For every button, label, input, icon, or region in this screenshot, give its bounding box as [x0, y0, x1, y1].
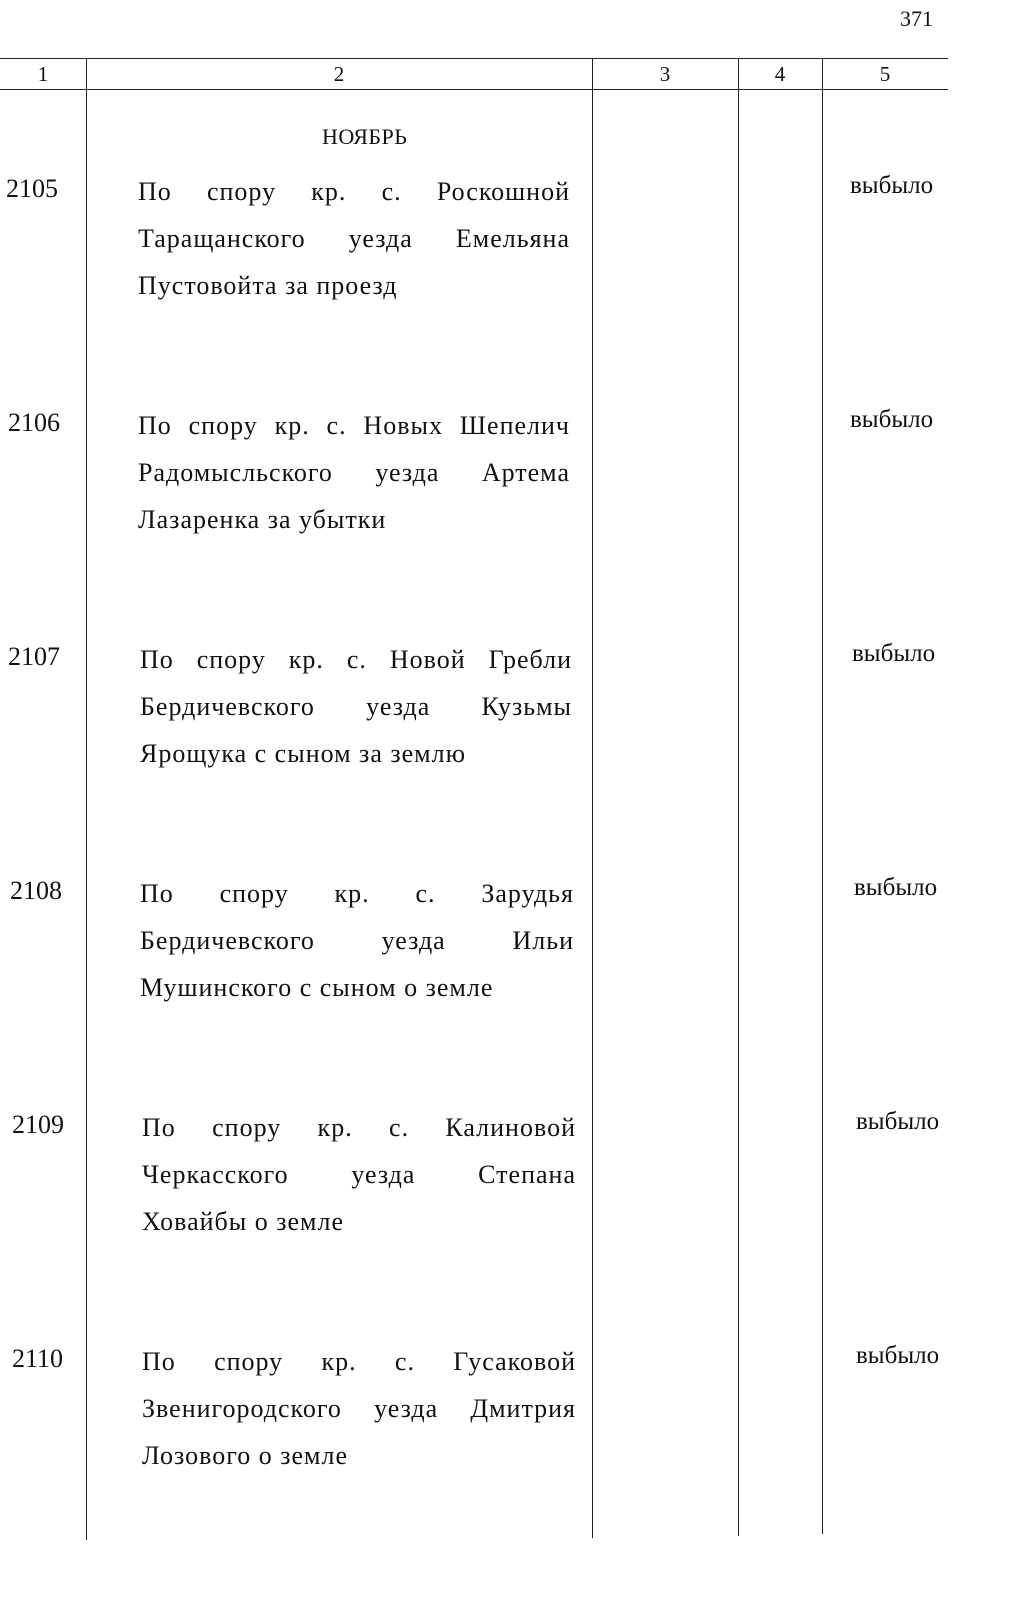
entry-number: 2107 — [8, 642, 60, 671]
description-line: Лозового о земле — [142, 1441, 348, 1470]
description-line: Мушинского с сыном о земле — [140, 973, 494, 1002]
entry-number: 2106 — [8, 408, 60, 437]
description-line: Радомысльского уезда Артема — [138, 458, 570, 487]
description-line: По спору кр. с. Роскошной — [138, 177, 570, 206]
entry-number: 2105 — [6, 174, 58, 203]
month-heading: НОЯБРЬ — [322, 124, 408, 149]
column-divider-1 — [86, 58, 87, 1540]
entry-number: 2108 — [10, 876, 62, 905]
entry-status: выбыло — [850, 172, 934, 199]
column-divider-3 — [738, 58, 739, 1536]
description-line: Лазаренка за убытки — [138, 505, 387, 534]
column-divider-2 — [592, 58, 593, 1538]
entry-description — [138, 168, 570, 309]
description-line: По спору кр. с. Калиновой — [142, 1113, 576, 1142]
entry-status: выбыло — [850, 406, 934, 433]
entry-status: выбыло — [854, 874, 938, 901]
entry-description — [140, 636, 572, 777]
column-divider-4 — [822, 58, 823, 1534]
entry-description — [138, 402, 570, 543]
description-line: Пустовойта за проезд — [138, 271, 398, 300]
entry-description — [140, 870, 574, 1011]
entry-description — [142, 1104, 576, 1245]
column-header-1: 1 — [37, 62, 49, 86]
header-top-rule — [0, 58, 948, 59]
entry-number: 2109 — [12, 1110, 64, 1139]
description-line: По спору кр. с. Новых Шепелич — [138, 411, 570, 440]
column-header-3: 3 — [659, 62, 671, 86]
page-number: 371 — [900, 6, 933, 31]
description-line: По спору кр. с. Гусаковой — [142, 1347, 576, 1376]
column-header-4: 4 — [774, 62, 786, 86]
entry-description — [142, 1338, 576, 1479]
description-line: Бердичевского уезда Кузьмы — [140, 692, 572, 721]
description-line: Бердичевского уезда Ильи — [140, 926, 574, 955]
description-line: По спору кр. с. Зарудья — [140, 879, 574, 908]
header-bottom-rule — [0, 89, 948, 90]
description-line: Ховайбы о земле — [142, 1207, 345, 1236]
description-line: Черкасского уезда Степана — [142, 1160, 576, 1189]
description-line: Ярощука с сыном за землю — [140, 739, 467, 768]
description-line: Звенигородского уезда Дмитрия — [142, 1394, 576, 1423]
entry-status: выбыло — [856, 1342, 940, 1369]
entry-status: выбыло — [856, 1108, 940, 1135]
column-header-5: 5 — [879, 62, 891, 86]
description-line: Таращанского уезда Емельяна — [138, 224, 570, 253]
entry-number: 2110 — [12, 1344, 64, 1373]
description-line: По спору кр. с. Новой Гребли — [140, 645, 572, 674]
entry-status: выбыло — [852, 640, 936, 667]
column-header-2: 2 — [333, 62, 345, 86]
